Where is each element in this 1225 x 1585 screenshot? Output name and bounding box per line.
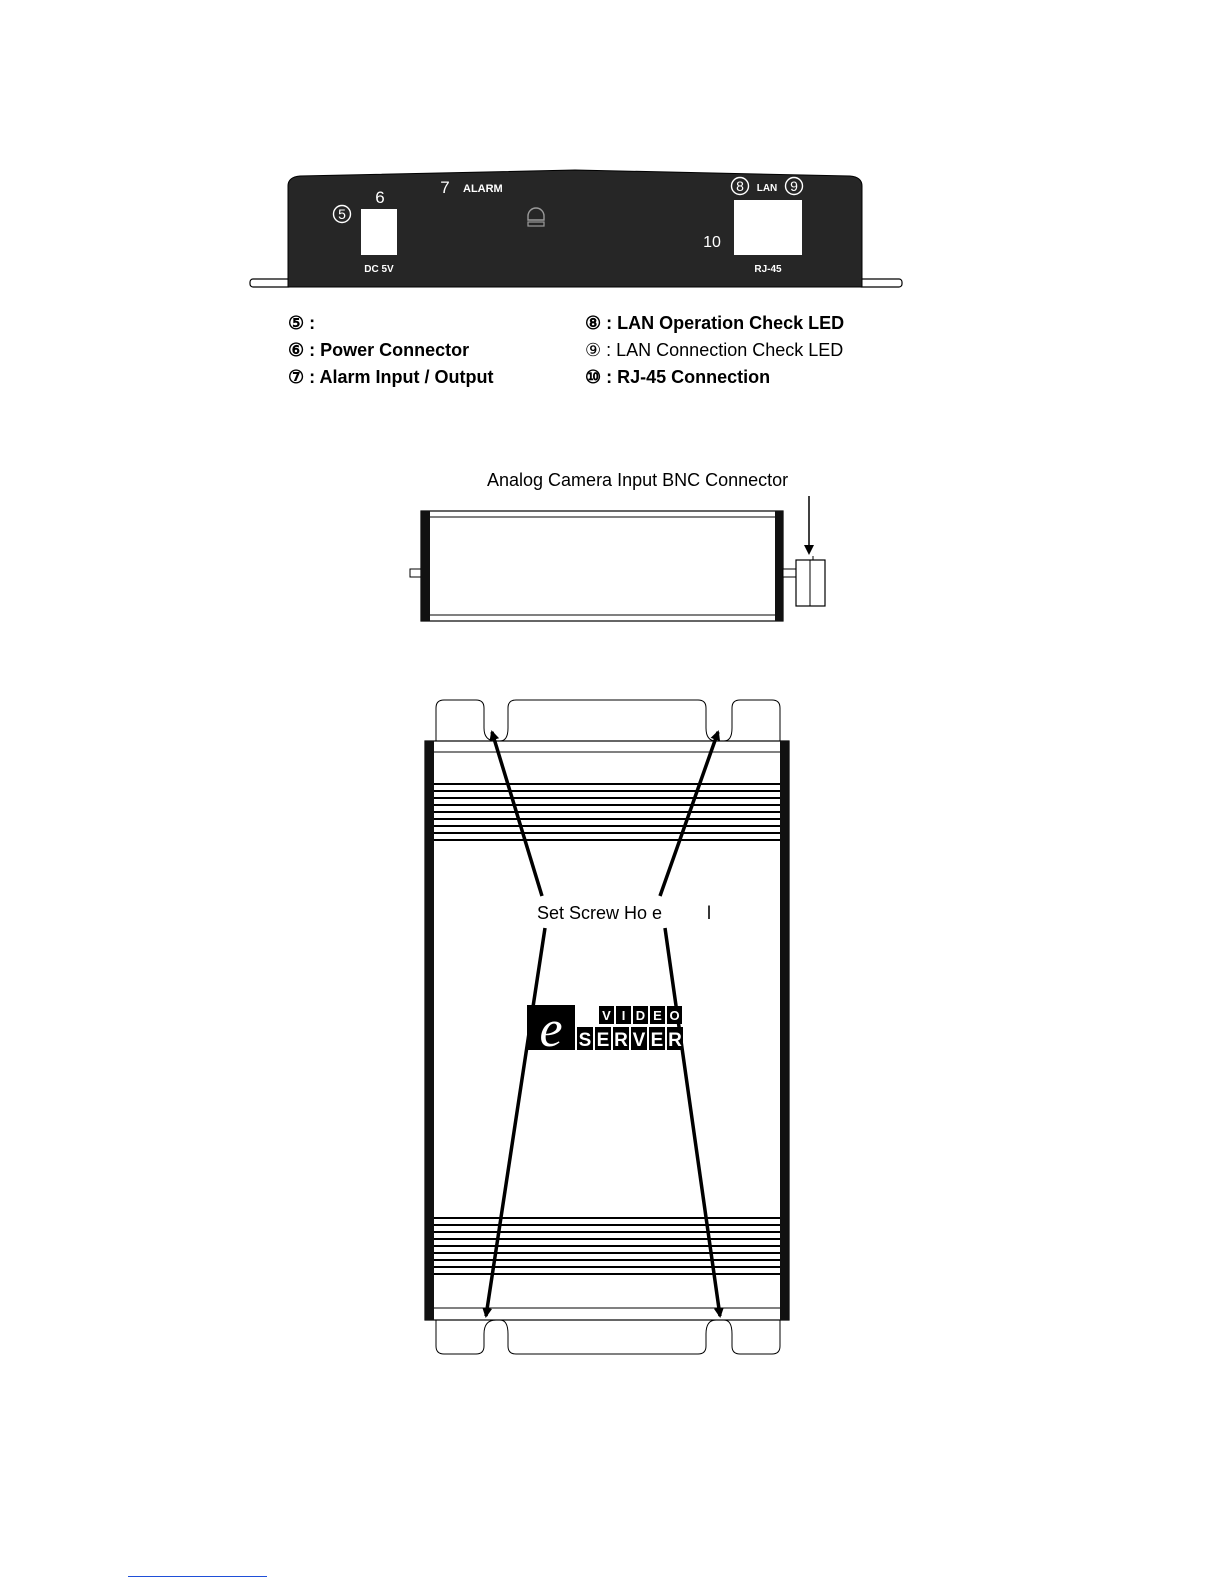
top-view xyxy=(425,700,789,1354)
rj45-port xyxy=(734,200,802,255)
legend-item-7 xyxy=(288,367,493,387)
legend-item-8 xyxy=(585,313,844,333)
panel-num-8: 8 xyxy=(736,178,744,194)
logo-video-letter: D xyxy=(635,1008,646,1023)
bnc-connector-label: Analog Camera Input BNC Connector xyxy=(487,470,789,490)
side-body xyxy=(421,511,783,621)
logo-server-letter: R xyxy=(614,1030,628,1051)
panel-dc-label: DC 5V xyxy=(364,264,394,275)
panel-lan-label: LAN xyxy=(756,183,778,194)
legend-marker-7: ⑦ xyxy=(288,367,305,387)
legend-item-10 xyxy=(585,367,770,387)
logo-server-letter: R xyxy=(668,1030,682,1051)
right-flange xyxy=(858,279,902,287)
logo-server-letter: E xyxy=(650,1030,664,1051)
logo-video-letter: V xyxy=(602,1008,611,1023)
rear-panel xyxy=(250,170,902,287)
top-tabs-outline xyxy=(436,700,780,741)
logo-video-letter: E xyxy=(653,1008,662,1023)
footer-link-underline xyxy=(128,1576,267,1577)
logo-server-letter: E xyxy=(596,1030,610,1051)
panel-num-10: 10 xyxy=(703,234,721,251)
legend-text-10: : RJ-45 Connection xyxy=(601,367,771,387)
side-left-stub xyxy=(410,569,422,577)
legend-text-8: : LAN Operation Check LED xyxy=(601,313,845,333)
panel-alarm-label: ALARM xyxy=(463,183,503,195)
logo-video-letter: O xyxy=(669,1008,680,1023)
legend-item-6 xyxy=(288,340,469,360)
logo-e: e xyxy=(539,1001,563,1058)
panel-num-5: 5 xyxy=(338,206,346,222)
side-left-end xyxy=(421,511,430,621)
top-right-rail xyxy=(780,741,789,1320)
legend-marker-10: ⑩ xyxy=(585,367,602,387)
logo-server-letter: V xyxy=(632,1030,646,1051)
panel-num-6: 6 xyxy=(375,188,385,207)
legend-text-6: : Power Connector xyxy=(304,340,470,360)
legend-item-9 xyxy=(585,340,843,360)
legend-marker-5: ⑤ xyxy=(288,313,305,333)
side-view xyxy=(410,470,825,621)
logo-server-letter: S xyxy=(578,1030,592,1051)
power-connector xyxy=(361,209,397,255)
side-right-end xyxy=(775,511,783,621)
panel-num-9: 9 xyxy=(790,178,798,194)
left-flange xyxy=(250,279,292,287)
legend-text-5: : xyxy=(304,313,316,333)
screw-hole-label: Set Screw Ho e l xyxy=(537,903,712,923)
panel-num-7: 7 xyxy=(440,178,450,197)
logo-video-letter: I xyxy=(621,1008,626,1023)
legend-item-5 xyxy=(288,313,315,333)
legend-marker-6: ⑥ xyxy=(288,340,305,360)
bnc-stub xyxy=(783,569,796,577)
eserver-logo xyxy=(527,1001,683,1058)
legend-text-7: : Alarm Input / Output xyxy=(304,367,494,387)
top-left-rail xyxy=(425,741,434,1320)
legend-marker-8: ⑧ xyxy=(585,313,602,333)
legend-marker-9: ⑨ xyxy=(585,340,602,360)
bottom-tabs-outline xyxy=(436,1320,780,1354)
panel-rj45-label: RJ-45 xyxy=(754,264,782,275)
logo-video xyxy=(599,1006,682,1024)
legend-text-9: : LAN Connection Check LED xyxy=(601,340,844,360)
